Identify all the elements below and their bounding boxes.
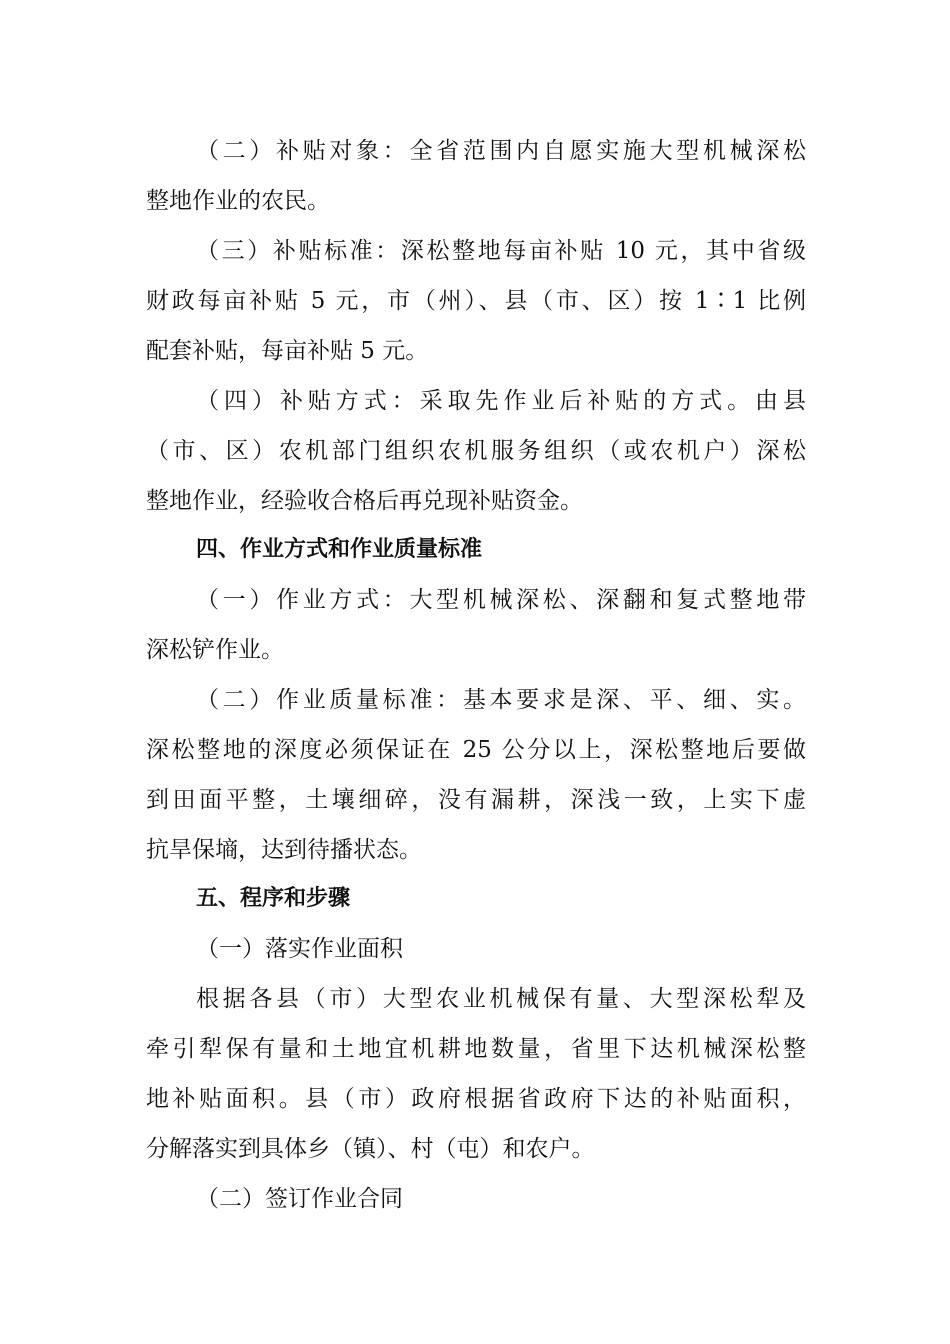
paragraph-subsidy-standard-line-1: （三）补贴标准：深松整地每亩补贴 10 元，其中省级 [196,238,806,264]
paragraph-subsidy-method-line-1: （四）补贴方式：采取先作业后补贴的方式。由县 [196,388,806,414]
paragraph-subsidy-target-line-2: 整地作业的农民。 [146,188,330,214]
paragraph-subsidy-target-line-1: （二）补贴对象：全省范围内自愿实施大型机械深松 [196,138,806,164]
paragraph-subsidy-method-line-2: （市、区）农机部门组织农机服务组织（或农机户）深松 [146,438,806,464]
paragraph-quality-standard-line-3: 到田面平整，土壤细碎，没有漏耕，深浅一致，上实下虚 [146,787,806,813]
paragraph-operation-method-line-2: 深松铲作业。 [146,637,284,663]
paragraph-subsidy-standard-line-2: 财政每亩补贴 5 元，市（州）、县（市、区）按 1∶1 比例 [146,288,806,314]
paragraph-quality-standard-line-4: 抗旱保墒，达到待播状态。 [146,837,422,863]
paragraph-area-line-2: 牵引犁保有量和土地宜机耕地数量，省里下达机械深松整 [146,1036,806,1062]
section-heading-4: 四、作业方式和作业质量标准 [196,537,483,562]
paragraph-quality-standard-line-1: （二）作业质量标准：基本要求是深、平、细、实。 [196,687,806,713]
paragraph-area-line-4: 分解落实到具体乡（镇）、村（屯）和农户。 [146,1136,595,1162]
paragraph-subsidy-method-line-3: 整地作业，经验收合格后再兑现补贴资金。 [146,488,583,514]
subheading-implement-area: （一）落实作业面积 [196,936,403,962]
paragraph-area-line-3: 地补贴面积。县（市）政府根据省政府下达的补贴面积， [146,1086,806,1112]
paragraph-quality-standard-line-2: 深松整地的深度必须保证在 25 公分以上，深松整地后要做 [146,737,806,763]
paragraph-operation-method-line-1: （一）作业方式：大型机械深松、深翻和复式整地带 [196,587,806,613]
subheading-sign-contract: （二）签订作业合同 [196,1186,403,1212]
section-heading-5: 五、程序和步骤 [196,886,351,911]
paragraph-area-line-1: 根据各县（市）大型农业机械保有量、大型深松犁及 [196,986,806,1012]
paragraph-subsidy-standard-line-3: 配套补贴，每亩补贴 5 元。 [146,338,429,364]
